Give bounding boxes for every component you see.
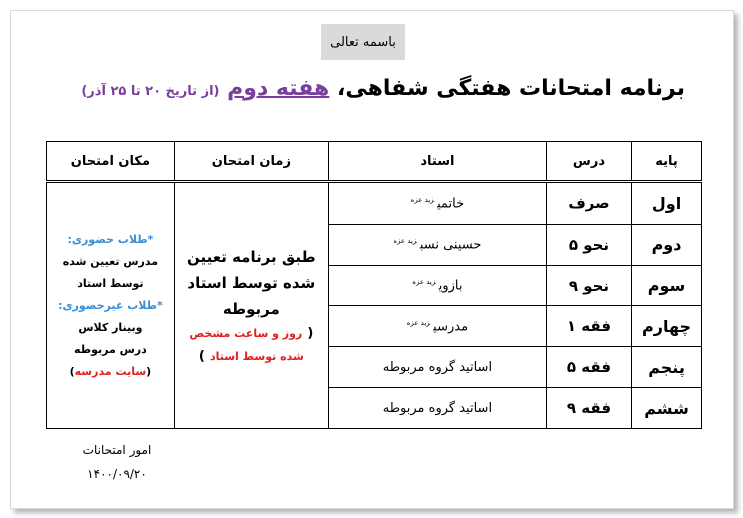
- row-teacher: [328, 306, 546, 347]
- teacher-honorific: زید عزه: [393, 237, 417, 246]
- remote-label: *طلاب غیرحضوری:: [58, 298, 163, 312]
- teacher-name: حسینی نسب: [419, 237, 482, 253]
- row-grade: اول: [632, 182, 702, 225]
- remote-line-2: درس مربوطه: [74, 342, 147, 356]
- title-week: هفته دوم: [227, 76, 330, 101]
- in-person-line-2: توسط استاد: [77, 276, 144, 290]
- time-note-2: شده توسط استاد: [209, 349, 304, 363]
- time-line-1: طبق برنامه تعیین: [187, 247, 316, 266]
- row-grade: چهارم: [632, 306, 702, 347]
- title-main: برنامه امتحانات هفتگی شفاهی،: [336, 76, 685, 101]
- time-line-3: مربوطه: [222, 299, 280, 318]
- header-grade: پایه: [632, 142, 702, 182]
- header-place: مکان امتحان: [47, 142, 175, 182]
- row-teacher: [328, 224, 546, 265]
- row-course: نحو ۹: [546, 265, 631, 306]
- row-grade: سوم: [632, 265, 702, 306]
- row-grade: ششم: [632, 388, 702, 429]
- teacher-honorific: زید عزه: [412, 277, 436, 286]
- bismillah-header: باسمه تعالی: [321, 24, 405, 60]
- title-dates: (از تاریخ ۲۰ تا ۲۵ آذر): [81, 84, 220, 99]
- row-course: نحو ۵: [546, 224, 631, 265]
- row-teacher: [328, 388, 546, 429]
- teacher-honorific: زید عزه: [410, 195, 435, 204]
- site-paren-close: ): [69, 364, 75, 378]
- page-title: [40, 76, 685, 112]
- row-course: فقه ۱: [546, 306, 631, 347]
- table-header-row: [47, 142, 702, 182]
- teacher-name: اساتید گروه مربوطه: [382, 359, 493, 375]
- school-site: [47, 361, 174, 383]
- teacher-name: مدرسی: [433, 319, 469, 335]
- row-teacher: [328, 265, 546, 306]
- row-grade: پنجم: [632, 347, 702, 388]
- site-paren-open: (: [146, 364, 152, 378]
- site-label: سایت مدرسه: [74, 364, 147, 378]
- row-teacher: [328, 182, 546, 225]
- remote-line-1: وبینار کلاس: [78, 320, 143, 334]
- in-person-label: *طلاب حضوری:: [67, 232, 154, 246]
- header-course: درس: [546, 142, 631, 182]
- exam-place-cell: [47, 182, 175, 429]
- time-paren-close: ): [198, 348, 205, 364]
- row-course: فقه ۵: [546, 347, 631, 388]
- teacher-name: اساتید گروه مربوطه: [382, 400, 493, 416]
- time-paren-open: (: [307, 325, 314, 341]
- exam-schedule-table: [46, 141, 702, 429]
- exam-time-cell: [174, 182, 328, 429]
- teacher-honorific: زید عزه: [406, 318, 431, 327]
- time-note-1: روز و ساعت مشخص: [189, 326, 303, 340]
- row-teacher: [328, 347, 546, 388]
- footer-office: امور امتحانات: [82, 443, 152, 457]
- row-course: فقه ۹: [546, 388, 631, 429]
- header-time: زمان امتحان: [174, 142, 328, 182]
- in-person-line-1: مدرس تعیین شده: [62, 254, 158, 268]
- time-line-2: شده توسط استاد: [187, 273, 316, 292]
- row-grade: دوم: [632, 224, 702, 265]
- teacher-name: بازوی: [438, 278, 463, 294]
- footer-date: ۱۴۰۰/۰۹/۲۰: [87, 467, 147, 481]
- footer-signature: [62, 438, 172, 486]
- row-course: صرف: [546, 182, 631, 225]
- header-teacher: استاد: [328, 142, 546, 182]
- table-row: [47, 182, 702, 225]
- teacher-name: خاتمی: [437, 196, 465, 212]
